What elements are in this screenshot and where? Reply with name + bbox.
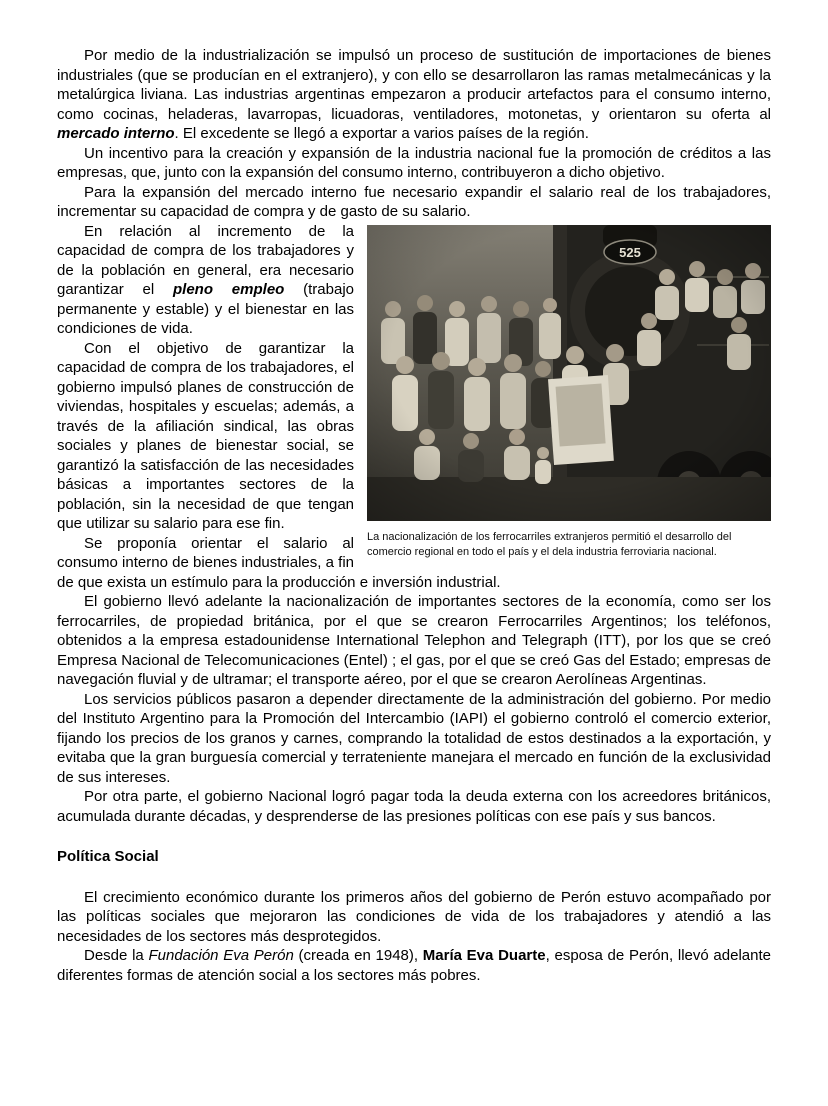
photo-caption: La nacionalización de los ferrocarriles extranjeros permitió el desarrollo del comercio regional en todo el país y el dela industria ferroviaria nacional. bbox=[367, 530, 732, 558]
paragraph-eva-peron: Desde la Fundación Eva Perón (creada en 1948), María Eva Duarte, esposa de Perón, llevó adelante diferentes formas de atención social a los sectores más pobres. bbox=[57, 947, 771, 984]
paragraph-credit-incentive: Un incentivo para la creación y expansión de la industria nacional fue la promoción de créditos a las empresas, que, junto con la expansión del consumo interno, contribuyeron a dicho objetivo. bbox=[57, 144, 771, 181]
paragraph-industrialization: Por medio de la industrialización se impulsó un proceso de sustitución de importaciones de bienes industriales (que se producían en el extranjero), y con ello se desarrollaron las ramas metalmecánicas y la metalúrgica liviana. Las industrias argentinas empezaron a producir artefactos para el consumo interno, como cocinas, heladeras, lavarropas, licuadoras, ventiladores, motonetas, y orientaron su oferta al mercado interno. El excedente se llegó a exportar a varios países de la región. bbox=[57, 47, 771, 142]
paragraph-welfare-plans: Con el objetivo de garantizar la capacidad de compra de los trabajadores, el gobierno impulsó planes de construcción de viviendas, hospitales y escuelas; además, a través de la afiliación sindical, las obras sociales y planes de bienestar social, se garantizó la satisfacción de las necesidades básicas a importantes sectores de la población, sin la necesidad de que tengan que utilizar su salario para ese fin. bbox=[57, 339, 354, 532]
paragraph-pleno-empleo: En relación al incremento de la capacidad de compra de los trabajadores y de la población en general, era necesario garantizar el pleno empleo (trabajo permanente y estable) y el bienestar en las condiciones de vida. bbox=[57, 222, 354, 337]
photo-block bbox=[367, 225, 771, 560]
paragraph-social-policy-intro: El crecimiento económico durante los primeros años del gobierno de Perón estuvo acompañado por las políticas sociales que mejoraron las condiciones de vida de los trabajadores y atendió a las necesidades de los sectores más desprotegidos. bbox=[57, 888, 771, 945]
paragraph-nationalization: El gobierno llevó adelante la nacionalización de importantes sectores de la economía, como ser los ferrocarriles, de propiedad británica, por el que se crearon Ferrocarriles Argentinos; los teléfonos, obtenidos a la empresa estadounidense International Telephon and Telegraph (ITT), por los que se creó Empresa Nacional de Telecomunicaciones (Entel) ; el gas, por el que se creó Gas del Estado; empresas de navegación fluvial y de ultramar; el transporte aéreo, por el que se crearon Aerolíneas Argentinas. bbox=[57, 593, 771, 688]
section-heading-politica-social: Política Social bbox=[57, 848, 159, 865]
photo-vignette bbox=[367, 225, 771, 521]
historic-photo bbox=[367, 225, 771, 521]
paragraph-public-services: Los servicios públicos pasaron a depender directamente de la administración del gobierno. Por medio del Instituto Argentino para la Promoción del Intercambio (IAPI) el gobierno controló el comercio exterior, fijando los precios de los granos y carnes, comprando la totalidad de estos destinados a la exportación, y evitaba que la gran burguesía comercial y terrateniente manejara el mercado en función de la exclusividad de sus intereses. bbox=[57, 690, 771, 786]
paragraph-real-wage: Para la expansión del mercado interno fue necesario expandir el salario real de los trabajadores, incrementar su capacidad de compra y de gasto de su salario. bbox=[57, 183, 771, 220]
paragraph-salary-orientation: Se proponía orientar el salario al consumo interno de bienes industriales, a fin de que exista un estímulo para la producción e inversión industrial. bbox=[57, 534, 501, 591]
paragraph-external-debt: Por otra parte, el gobierno Nacional logró pagar toda la deuda externa con los acreedores británicos, acumulada durante décadas, y desprenderse de las presiones políticas con ese país y sus bancos. bbox=[57, 788, 771, 825]
